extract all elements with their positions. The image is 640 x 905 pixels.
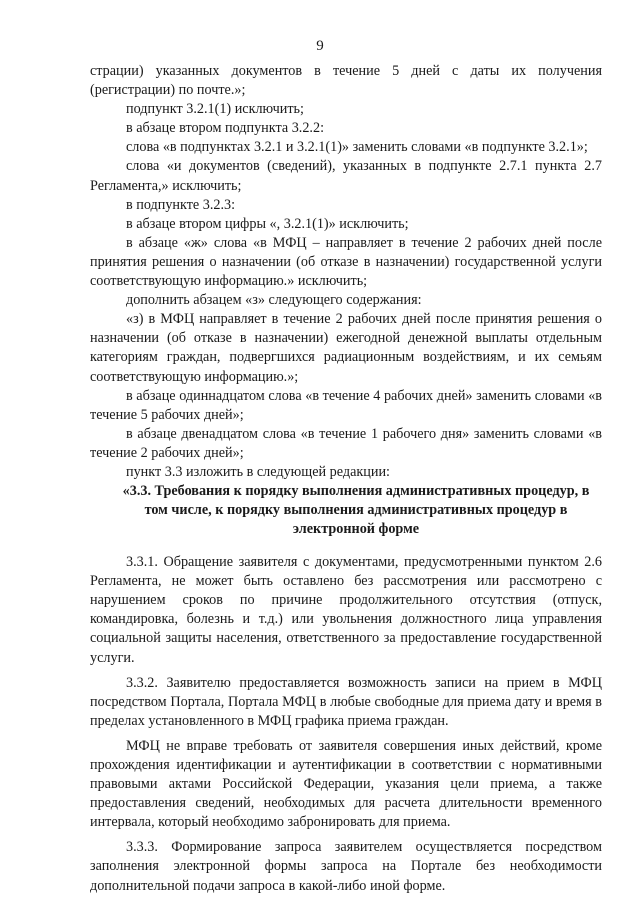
section-paragraph: МФЦ не вправе требовать от заявителя совершения иных действий, кроме прохождения идентификации и аутентификации в соответствии с нормативными правовыми актами Российской Федерации, указания цели приема, а также предоставления сведений, необходимых для расчета длительности временного интервала, который необходимо забронировать для приема. (90, 737, 602, 831)
paragraph: страции) указанных документов в течение 5 дней с даты их получения (регистрации) по почте.»; (90, 63, 602, 99)
section-heading: «3.3. Требования к порядку выполнения административных процедур, в том числе, к порядку выполнения административных процедур в электронной форме (122, 483, 590, 538)
paragraph: слова «в подпунктах 3.2.1 и 3.2.1(1)» заменить словами «в подпункте 3.2.1»; (126, 139, 588, 156)
paragraph: в подпункте 3.2.3: (126, 196, 236, 213)
paragraph: в абзаце втором подпункта 3.2.2: (126, 120, 325, 137)
section-paragraph: 3.3.1. Обращение заявителя с документами, предусмотренными пунктом 2.6 Регламента, не может быть оставлено без рассмотрения или рассмотрено с нарушением сроков по причине продолжительного отсутствия (отпуск, командировка, болезнь и т.д.) или увольнения должностного лица управления социальной защиты населения, ответственного за предоставление государственной услуги. (90, 554, 602, 666)
paragraph: в абзаце втором цифры «, 3.2.1(1)» исключить; (126, 215, 409, 232)
page-number: 9 (316, 38, 324, 54)
paragraph: в абзаце «ж» слова «в МФЦ – направляет в течение 2 рабочих дней после принятия решения о назначении (об отказе в назначении) государственной услуги соответствующую информацию.» исключить; (90, 234, 602, 290)
paragraph: подпункт 3.2.1(1) исключить; (126, 101, 304, 118)
paragraph: в абзаце двенадцатом слова «в течение 1 рабочего дня» заменить словами «в течение 2 рабочих дней»; (90, 425, 602, 461)
paragraph: слова «и документов (сведений), указанных в подпункте 2.7.1 пункта 2.7 Регламента,» исключить; (90, 158, 602, 194)
paragraph: «з) в МФЦ направляет в течение 2 рабочих дней после принятия решения о назначении (об отказе в назначении) ежегодной денежной выплаты отдельным категориям граждан, подвергшихся радиационным воздействиям, и их семьям соответствующую информацию.»; (90, 311, 602, 385)
paragraph: дополнить абзацем «з» следующего содержания: (126, 292, 422, 309)
document-body (90, 62, 602, 896)
paragraph: пункт 3.3 изложить в следующей редакции: (126, 463, 390, 480)
paragraph: в абзаце одиннадцатом слова «в течение 4 рабочих дней» заменить словами «в течение 5 рабочих дней»; (90, 387, 602, 423)
section-paragraph: 3.3.3. Формирование запроса заявителем осуществляется посредством заполнения электронной формы запроса на Портале без необходимости дополнительной подачи запроса в какой-либо иной форме. (90, 839, 602, 894)
section-paragraph: 3.3.2. Заявителю предоставляется возможность записи на прием в МФЦ посредством Портала, Портала МФЦ в любые свободные для приема дату и время в пределах установленного в МФЦ графика приема граждан. (90, 674, 602, 729)
